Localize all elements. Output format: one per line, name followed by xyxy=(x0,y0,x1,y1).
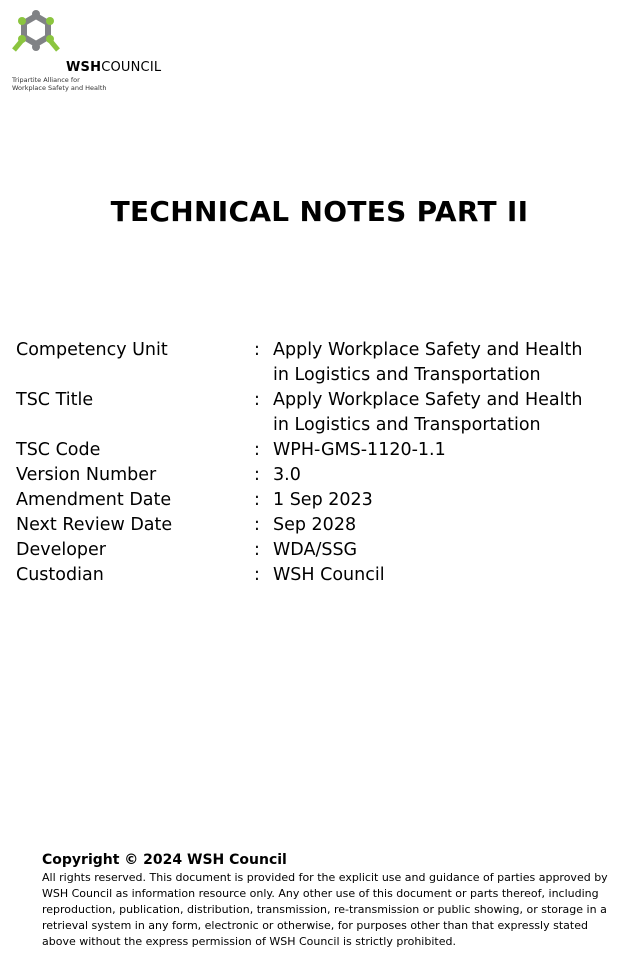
detail-label: TSC Code xyxy=(16,440,101,460)
detail-row-tsc-code xyxy=(16,438,616,463)
logo-tagline-line-2: Workplace Safety and Health xyxy=(12,84,107,92)
copyright-notice: All rights reserved. This document is provided for the explicit use and guidance of parties approved by WSH Council as information resource only. Any other use of this document or parts thereof, including reproduction, publication, distribution, transmission, re-transmission or public showing, or storage in a retrieval system in any form, electronic or otherwise, for purposes other than that expressly stated above without the express permission of WSH Council is strictly prohibited. xyxy=(42,871,608,948)
detail-separator: : xyxy=(254,465,260,485)
detail-separator: : xyxy=(254,565,260,585)
detail-label: Competency Unit xyxy=(16,340,168,360)
detail-separator: : xyxy=(254,340,260,360)
detail-value: WDA/SSG xyxy=(273,540,358,560)
detail-row-amendment-date xyxy=(16,488,616,513)
wsh-council-logo xyxy=(10,10,180,100)
detail-row-version-number xyxy=(16,463,616,488)
logo-wordmark: WSHCOUNCIL xyxy=(66,60,162,75)
copyright-heading: Copyright © 2024 WSH Council xyxy=(42,852,287,868)
copyright-footer xyxy=(42,850,617,950)
detail-row-next-review-date xyxy=(16,513,616,538)
detail-row-competency-unit xyxy=(16,338,616,388)
document-title: TECHNICAL NOTES PART II xyxy=(110,195,529,228)
detail-separator: : xyxy=(254,440,260,460)
detail-label: Version Number xyxy=(16,465,157,485)
detail-value: 1 Sep 2023 xyxy=(273,490,373,510)
detail-label: Amendment Date xyxy=(16,490,172,510)
detail-value: WSH Council xyxy=(273,565,385,585)
detail-value: Apply Workplace Safety and Health in Logistics and Transportation xyxy=(273,390,583,435)
detail-row-tsc-title xyxy=(16,388,616,438)
detail-separator: : xyxy=(254,515,260,535)
logo-tagline xyxy=(12,76,107,92)
document-details-table xyxy=(16,338,616,588)
detail-value: 3.0 xyxy=(273,465,301,485)
detail-label: Next Review Date xyxy=(16,515,173,535)
detail-separator: : xyxy=(254,490,260,510)
logo-tagline-line-1: Tripartite Alliance for xyxy=(12,76,80,84)
detail-label: Custodian xyxy=(16,565,104,585)
detail-row-developer xyxy=(16,538,616,563)
detail-separator: : xyxy=(254,390,260,410)
detail-label: TSC Title xyxy=(16,390,94,410)
detail-value: Sep 2028 xyxy=(273,515,357,535)
detail-value: Apply Workplace Safety and Health in Logistics and Transportation xyxy=(273,340,583,385)
detail-value: WPH-GMS-1120-1.1 xyxy=(273,440,446,460)
detail-label: Developer xyxy=(16,540,107,560)
detail-row-custodian xyxy=(16,563,616,588)
wsh-council-emblem-icon xyxy=(10,10,70,70)
detail-separator: : xyxy=(254,540,260,560)
